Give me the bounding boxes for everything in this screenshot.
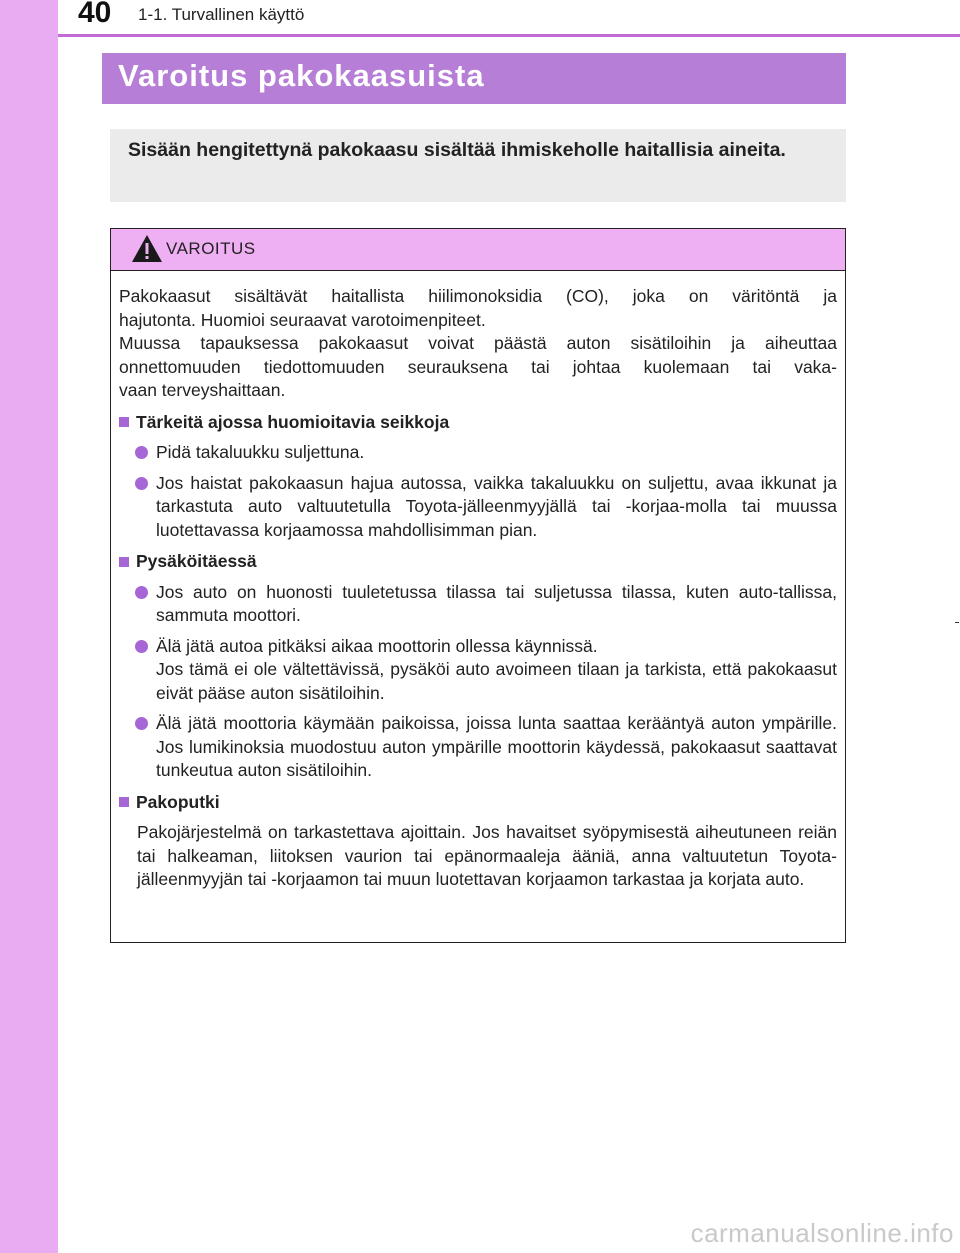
- section-heading: [119, 791, 837, 815]
- warning-box: [110, 228, 846, 943]
- warning-header: [111, 229, 845, 271]
- section-heading-text: Pysäköitäessä: [136, 551, 257, 571]
- warning-body: [119, 285, 837, 892]
- section-heading: [119, 411, 837, 435]
- bullet-text: Älä jätä autoa pitkäksi aikaa moottorin ollessa käynnissä.: [156, 635, 598, 656]
- watermark: carmanualsonline.info: [690, 1218, 954, 1248]
- section-text: Pakojärjestelmä on tarkastettava ajoittain. Jos havaitset syöpymisestä aiheutuneen reiän tai halkeaman, liitoksen vaurion tai epänormaaleja ääniä, anna valtuutetun Toyota-jälleenmyyjän tai -korjaamon tai muun luotettavan korjaamon tarkastaa ja korjata auto.: [137, 822, 837, 889]
- round-bullet-icon: [135, 446, 148, 459]
- bullet-item: [119, 441, 837, 465]
- paragraph-line: onnettomuuden tiedottomuuden seurauksena tai johtaa kuolemaan tai vaka-: [119, 356, 837, 377]
- header-rule: [58, 34, 960, 37]
- bullet-text-continued: Jos tämä ei ole vältettävissä, pysäköi auto avoimeen tilaan ja tarkista, että pakokaasut eivät pääse auton sisätiloihin.: [156, 659, 837, 703]
- round-bullet-icon: [135, 640, 148, 653]
- bullet-item: [119, 635, 837, 706]
- round-bullet-icon: [135, 477, 148, 490]
- bullet-text: Älä jätä moottoria käymään paikoissa, joissa lunta saattaa kerääntyä auton ympärille. Jos lumikinoksia muodostuu auton ympärille moottorin käydessä, pakokaasut saattavat tunkeutua auton sisätiloihin.: [156, 713, 837, 780]
- round-bullet-icon: [135, 586, 148, 599]
- title-bar: [102, 53, 846, 104]
- warning-label: VAROITUS: [166, 239, 256, 258]
- round-bullet-icon: [135, 717, 148, 730]
- paragraph-line: Pakokaasut sisältävät haitallista hiilimonoksidia (CO), joka on väritöntä ja: [119, 286, 837, 306]
- margin-mark: [955, 622, 959, 623]
- intro-text: Sisään hengitettynä pakokaasu sisältää ihmiskeholle haitallisia aineita.: [128, 139, 786, 161]
- page-number: 40: [78, 0, 112, 29]
- left-color-strip: [0, 0, 58, 1253]
- bullet-item: [119, 472, 837, 543]
- bullet-text: Jos haistat pakokaasun hajua autossa, vaikka takaluukku on suljettu, avaa ikkunat ja tarkastuta auto valtuutetulla Toyota-jälleenmyyjällä tai -korjaa-molla tai muussa luotettavassa korjaamossa mahdollisimman pian.: [156, 472, 837, 540]
- square-bullet-icon: [119, 417, 129, 427]
- section-heading-text: Pakoputki: [136, 791, 220, 812]
- intro-box: [110, 129, 846, 202]
- bullet-item: [119, 712, 837, 783]
- section-label: 1-1. Turvallinen käyttö: [138, 5, 305, 24]
- section-heading-text: Tärkeitä ajossa huomioitavia seikkoja: [136, 411, 450, 432]
- bullet-item: [119, 581, 837, 628]
- page-title: Varoitus pakokaasuista: [118, 58, 485, 93]
- warning-paragraph: [119, 285, 837, 403]
- square-bullet-icon: [119, 797, 129, 807]
- bullet-text: Pidä takaluukku suljettuna.: [156, 442, 365, 462]
- paragraph-line: Muussa tapauksessa pakokaasut voivat päästä auton sisätiloihin ja aiheuttaa: [119, 333, 837, 353]
- warning-triangle-icon: [131, 234, 163, 263]
- paragraph-line: vaan terveyshaittaan.: [119, 380, 286, 400]
- bullet-text: Jos auto on huonosti tuuletetussa tilassa tai suljetussa tilassa, kuten auto-tallissa, sammuta moottori.: [156, 581, 837, 625]
- section-heading: [119, 550, 837, 574]
- paragraph-line: hajutonta. Huomioi seuraavat varotoimenpiteet.: [119, 309, 486, 330]
- square-bullet-icon: [119, 557, 129, 567]
